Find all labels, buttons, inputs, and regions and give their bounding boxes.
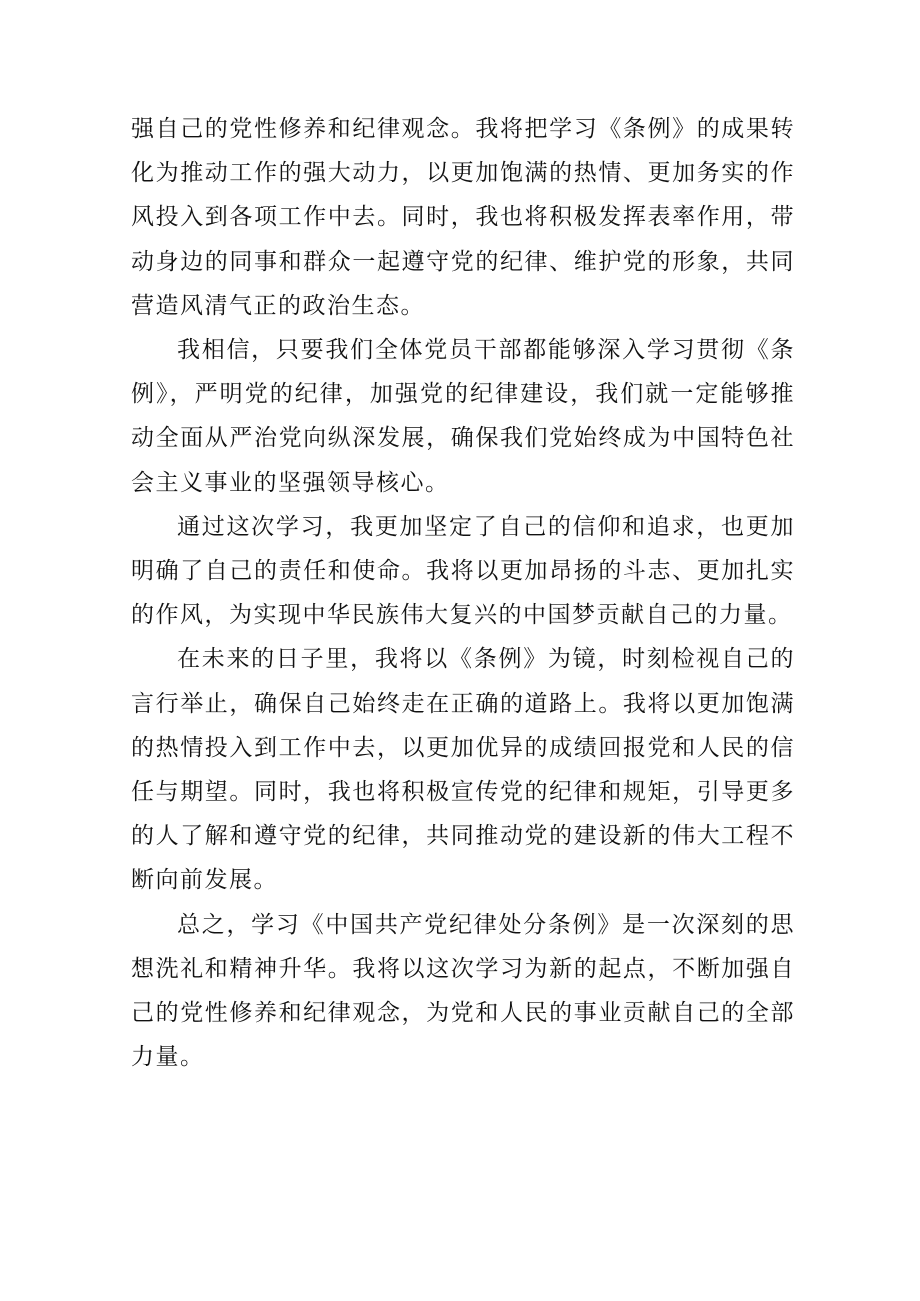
document-body — [131, 107, 795, 1079]
paragraph-continuation: 强自己的党性修养和纪律观念。我将把学习《条例》的成果转化为推动工作的强大动力，以更加饱满的热情、更加务实的作风投入到各项工作中去。同时，我也将积极发挥表率作用，带动身边的同事和群众一起遵守党的纪律、维护党的形象，共同营造风清气正的政治生态。 — [131, 116, 795, 319]
paragraph-future: 在未来的日子里，我将以《条例》为镜，时刻检视自己的言行举止，确保自己始终走在正确的道路上。我将以更加饱满的热情投入到工作中去，以更加优异的成绩回报党和人民的信任与期望。同时，我也将积极宣传党的纪律和规矩，引导更多的人了解和遵守党的纪律，共同推动党的建设新的伟大工程不断向前发展。 — [131, 646, 795, 894]
paragraph-study-outcome: 通过这次学习，我更加坚定了自己的信仰和追求，也更加明确了自己的责任和使命。我将以更加昂扬的斗志、更加扎实的作风，为实现中华民族伟大复兴的中国梦贡献自己的力量。 — [131, 513, 795, 629]
paragraph-belief: 我相信，只要我们全体党员干部都能够深入学习贯彻《条例》，严明党的纪律，加强党的纪律建设，我们就一定能够推动全面从严治党向纵深发展，确保我们党始终成为中国特色社会主义事业的坚强领导核心。 — [131, 337, 795, 496]
paragraph-conclusion: 总之，学习《中国共产党纪律处分条例》是一次深刻的思想洗礼和精神升华。我将以这次学习为新的起点，不断加强自己的党性修养和纪律观念，为党和人民的事业贡献自己的全部力量。 — [131, 911, 795, 1071]
